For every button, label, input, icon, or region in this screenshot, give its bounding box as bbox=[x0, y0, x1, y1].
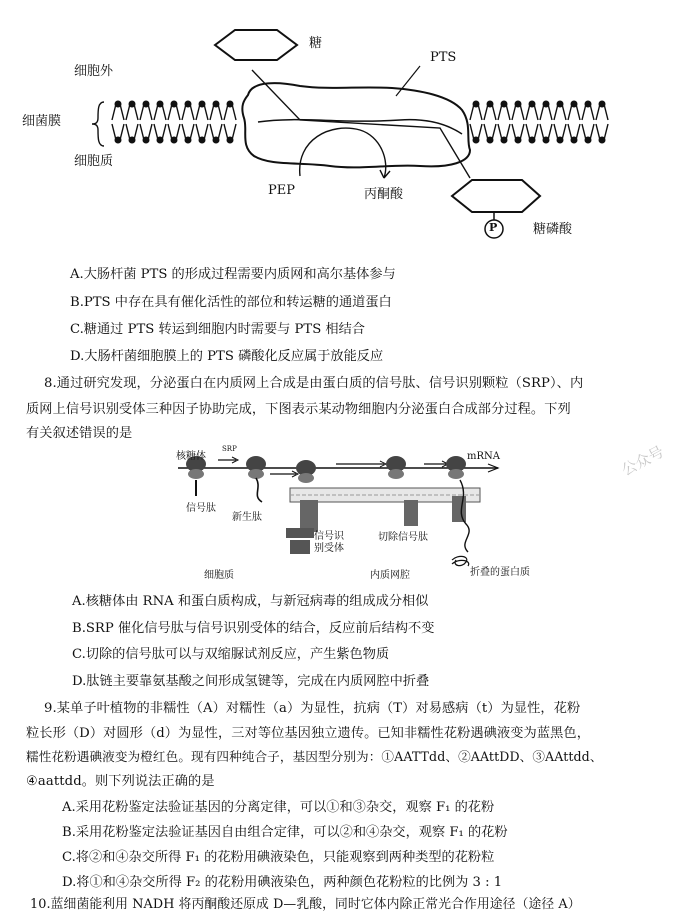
membrane-brace bbox=[92, 102, 104, 146]
srp-receptor-label: 信号识别受体 bbox=[314, 531, 344, 554]
mrna-label: mRNA bbox=[467, 451, 500, 462]
q9-option-b: B.采用花粉鉴定法验证基因自由组合定律，可以②和④杂交，观察 F₁ 的花粉 bbox=[62, 825, 508, 840]
cytoplasm-label: 细胞质 bbox=[74, 154, 114, 169]
nascent-peptide-label: 新生肽 bbox=[232, 512, 262, 523]
ribosome-subunit bbox=[248, 469, 264, 479]
q9-stem-line-3: 糯性花粉遇碘液变为橙红色。现有四种纯合子，基因型分别为：①AATTdd、②AAttDD、③AAttdd、 bbox=[26, 749, 603, 764]
pep-label: PEP bbox=[268, 183, 295, 198]
srp-diagram bbox=[0, 438, 692, 584]
sugar-label: 糖 bbox=[309, 36, 323, 51]
pts-label: PTS bbox=[430, 50, 457, 65]
cleaved-signal-label: 切除信号肽 bbox=[378, 532, 428, 543]
signal-peptide-label: 信号肽 bbox=[186, 503, 216, 514]
q9-stem-line-4: ④aattdd。则下列说法正确的是 bbox=[26, 774, 215, 789]
q8-stem-line-2: 质网上信号识别受体三种因子协助完成，下图表示某动物细胞内分泌蛋白合成部分过程。下列 bbox=[26, 402, 571, 417]
pts-diagram bbox=[0, 0, 692, 260]
membrane-label: 细菌膜 bbox=[22, 114, 62, 129]
q7-option-c: C.糖通过 PTS 转运到细胞内时需要与 PTS 相结合 bbox=[70, 322, 365, 337]
phosphate-label: P bbox=[489, 221, 498, 234]
q9-option-c: C.将②和④杂交所得 F₁ 的花粉用碘液染色，只能观察到两种类型的花粉粒 bbox=[62, 850, 495, 865]
ribosome-subunit bbox=[298, 473, 314, 483]
watermark-text: 公众号 bbox=[618, 442, 667, 480]
ribosome-subunit bbox=[448, 469, 464, 479]
pyruvate-label: 丙酮酸 bbox=[364, 187, 404, 202]
srp-receptor-shape bbox=[300, 500, 318, 532]
sugar-phosphate-label: 糖磷酸 bbox=[533, 222, 573, 237]
q9-option-d: D.将①和④杂交所得 F₂ 的花粉用碘液染色，两种颜色花粉粒的比例为 3 : 1 bbox=[62, 875, 503, 890]
folded-protein-label: 折叠的蛋白质 bbox=[470, 567, 530, 578]
q8-stem-line-1: 8.通过研究发现，分泌蛋白在内质网上合成是由蛋白质的信号肽、信号识别颗粒（SRP）、内 bbox=[44, 376, 584, 391]
ribosome-subunit bbox=[388, 469, 404, 479]
q9-stem-line-1: 9.某单子叶植物的非糯性（A）对糯性（a）为显性，抗病（T）对易感病（t）为显性，花粉 bbox=[44, 701, 581, 716]
er-membrane bbox=[290, 488, 480, 502]
q8-stem-line-3: 有关叙述错误的是 bbox=[26, 426, 133, 441]
q8-option-a: A.核糖体由 RNA 和蛋白质构成，与新冠病毒的组成成分相似 bbox=[72, 594, 429, 609]
q8-option-d: D.肽链主要靠氨基酸之间形成氢键等，完成在内质网腔中折叠 bbox=[72, 674, 430, 689]
q7-option-a: A.大肠杆菌 PTS 的形成过程需要内质网和高尔基体参与 bbox=[70, 267, 396, 282]
sugar-hexagon-icon bbox=[215, 30, 297, 60]
q10-stem-line-1: 10.蓝细菌能利用 NADH 将丙酮酸还原成 D—乳酸，同时它体内除正常光合作用途径（途径 A） bbox=[30, 897, 581, 912]
srp-label: SRP bbox=[222, 445, 237, 453]
folded-protein-icon bbox=[452, 556, 469, 566]
sugar-phosphate-hexagon-icon bbox=[452, 180, 540, 212]
ribosome-subunit bbox=[188, 469, 204, 479]
membrane-left bbox=[112, 101, 236, 144]
er-lumen-label: 内质网腔 bbox=[370, 570, 410, 581]
membrane-right bbox=[470, 101, 608, 144]
outside-label: 细胞外 bbox=[74, 64, 114, 79]
q8-option-c: C.切除的信号肽可以与双缩脲试剂反应，产生紫色物质 bbox=[72, 647, 390, 662]
q8-option-b: B.SRP 催化信号肽与信号识别受体的结合，反应前后结构不变 bbox=[72, 621, 435, 636]
q7-option-b: B.PTS 中存在具有催化活性的部位和转运糖的通道蛋白 bbox=[70, 295, 392, 310]
ribosome-label: 核糖体 bbox=[176, 451, 206, 462]
q7-option-d: D.大肠杆菌细胞膜上的 PTS 磷酸化反应属于放能反应 bbox=[70, 349, 384, 364]
q9-stem-line-2: 粒长形（D）对圆形（d）为显性，三对等位基因独立遗传。已知非糯性花粉遇碘液变为蓝黑色， bbox=[26, 726, 590, 741]
q9-option-a: A.采用花粉鉴定法验证基因的分离定律，可以①和③杂交，观察 F₁ 的花粉 bbox=[62, 800, 495, 815]
cytoplasm-label-2: 细胞质 bbox=[204, 570, 234, 581]
